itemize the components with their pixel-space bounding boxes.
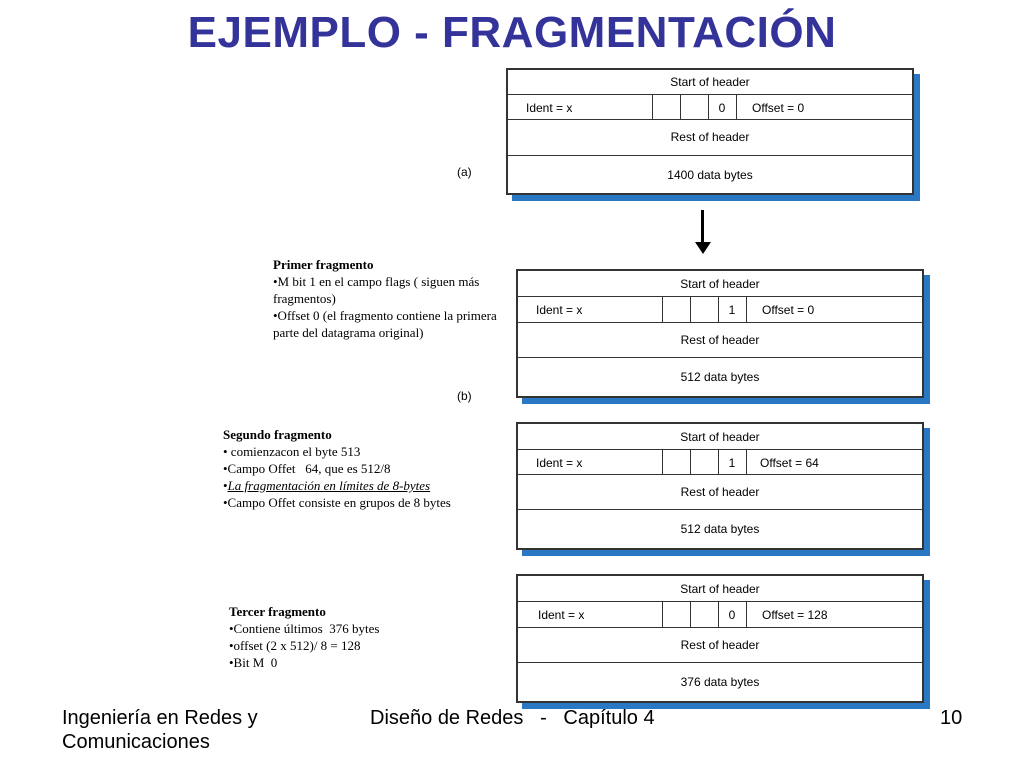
offset-field: Offset = 64 [760,456,819,470]
offset-field: Offset = 128 [762,608,828,622]
divider [746,297,747,322]
ident-flags-offset-row [508,95,912,120]
start-of-header: Start of header [680,582,760,596]
m-flag-bit: 1 [728,456,736,470]
m-flag-bit: 0 [718,101,726,115]
rest-of-header: Rest of header [670,130,750,144]
start-of-header-row [518,424,922,450]
tercer-fragmento-note [229,603,489,671]
ident-flags-offset-row [518,297,922,323]
ident-flags-offset-row [518,450,922,475]
note-heading: Tercer fragmento [229,604,326,619]
data-row [508,156,912,193]
original-datagram [506,68,914,195]
start-of-header: Start of header [680,277,760,291]
primer-fragmento-note [273,256,523,341]
rest-of-header-row [508,120,912,156]
ident-flags-offset-row [518,602,922,628]
ident-field: Ident = x [536,303,583,317]
divider [746,450,747,474]
footer-subject: Diseño de Redes - Capítulo 4 [370,707,655,729]
data-row [518,510,922,548]
arrow-head-icon [695,242,711,254]
note-heading: Primer fragmento [273,257,374,272]
slide-title: EJEMPLO - FRAGMENTACIÓN [187,8,837,57]
footer-course: Ingeniería en Redes y Comunicaciones [62,707,258,753]
start-of-header-row [518,576,922,602]
ident-field: Ident = x [526,101,573,115]
ident-field: Ident = x [538,608,585,622]
rest-of-header: Rest of header [680,485,760,499]
divider [746,602,747,627]
divider [652,95,653,119]
note-line: •Campo Offet 64, que es 512/8 [223,461,391,476]
divider [680,95,681,119]
divider [690,450,691,474]
note-heading: Segundo fragmento [223,427,332,442]
segundo-fragmento-note [223,426,513,511]
start-of-header: Start of header [670,75,750,89]
data-row [518,663,922,701]
rest-of-header-row [518,628,922,663]
underlined-note: La fragmentación en límites de 8-bytes [227,478,431,493]
data-bytes: 512 data bytes [680,522,760,536]
bullet: • [223,478,228,493]
data-bytes: 1400 data bytes [667,168,753,182]
start-of-header-row [518,271,922,297]
divider [662,602,663,627]
divider [690,602,691,627]
ident-field: Ident = x [536,456,583,470]
label-a: (a) [457,165,472,179]
label-b: (b) [457,389,472,403]
start-of-header-row [508,70,912,95]
data-bytes: 376 data bytes [680,675,760,689]
note-line [223,477,513,494]
start-of-header: Start of header [680,430,760,444]
note-line: •offset (2 x 512)/ 8 = 128 [229,638,361,653]
note-line: fragmentos) [273,291,336,306]
note-line: •Bit M 0 [229,655,278,670]
first-fragment [516,269,924,398]
m-flag-bit: 0 [728,608,736,622]
data-row [518,358,922,396]
offset-field: Offset = 0 [762,303,815,317]
data-bytes: 512 data bytes [680,370,760,384]
divider [690,297,691,322]
rest-of-header-row [518,475,922,510]
rest-of-header: Rest of header [680,638,760,652]
down-arrow-icon [701,210,704,244]
note-line: •Offset 0 (el fragmento contiene la primera [273,308,497,323]
second-fragment [516,422,924,550]
page-number: 10 [940,707,963,729]
divider [736,95,737,119]
divider [662,297,663,322]
rest-of-header-row [518,323,922,358]
third-fragment [516,574,924,703]
note-line: •Contiene últimos 376 bytes [229,621,380,636]
note-line: • comienzacon el byte 513 [223,444,361,459]
m-flag-bit: 1 [728,303,736,317]
divider [662,450,663,474]
note-line: parte del datagrama original) [273,325,424,340]
rest-of-header: Rest of header [680,333,760,347]
offset-field: Offset = 0 [752,101,805,115]
note-line: •Campo Offet consiste en grupos de 8 bytes [223,495,451,510]
note-line: •M bit 1 en el campo flags ( siguen más [273,274,480,289]
